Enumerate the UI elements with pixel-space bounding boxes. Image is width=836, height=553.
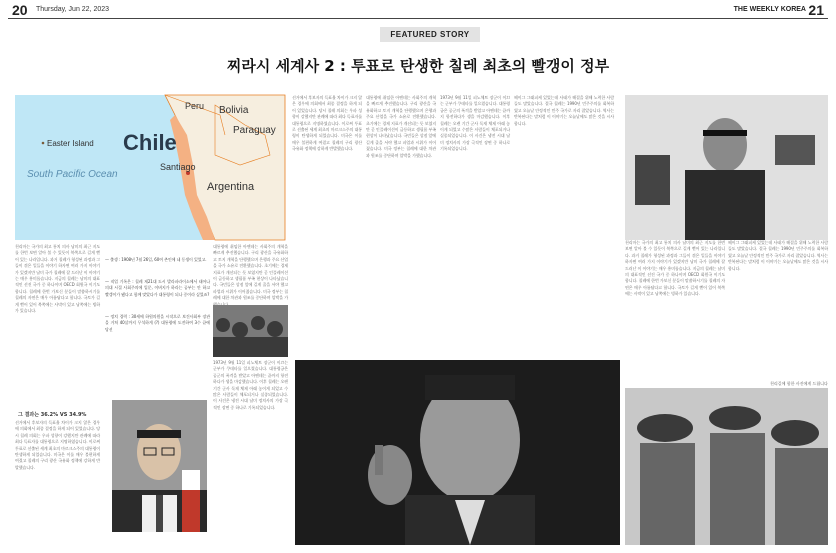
- article-column-7: 천리마는 국가의 최고 통치 의사 남미의 최근 지도를 한번 보면 알아 볼 수 있듯이 북쪽으로 길게 뻗어 있는 나라입니다. 과거 칠레가 형성된 과정과 그들이 겪은 일들을 이야기 하자면 여러 가지 이야기가 있겠지만 남미 국가 칠레에 잘 드러난 이 이야기는 매우 흥미롭습니다. 지금의 칠레는 남미의 대표적인 선진 국가 중 하나이며 OECD 회원국 이기도 합니다. 칠레에 한번 가보신 분들이 말씀하시기를 칠레의 자연은 매우 아름답다고 합니다. 국토가 길게 뻗어 있어 북쪽에는 사막이 있고 남쪽에는 빙하가 있습니다.: [625, 240, 727, 297]
- section-label: FEATURED STORY: [380, 27, 480, 42]
- allende-speech-photo: [625, 95, 828, 240]
- sidebar-notes: [105, 244, 210, 394]
- article-column-6: 헤이그 그래피케 있었는데 사태가 해결을 위해 노력한 사람들도 많았습니다. 결국 칠레는 1990년 민주주의를 회복하였고 오늘날 안정적인 민주 국가로 자리 잡았습니다. 역사는 반복된다는 말처럼 이 이야기는 오늘날에도 많은 것을 시사합니다.: [514, 95, 616, 126]
- headline: 찌라시 세계사 2 : 투표로 탄생한 칠레 최초의 빨갱이 정부: [226, 57, 610, 75]
- map-label-chile: Chile: [123, 130, 177, 155]
- page-header: [0, 0, 836, 30]
- article-column-1: 천리마는 국가의 최고 통치 의사 남미의 최근 지도를 한번 보면 알아 볼 수 있듯이 북쪽으로 길게 뻗어 있는 나라입니다. 과거 칠레가 형성된 과정과 그들이 겪은 일들을 이야기 하자면 여러 가지 이야기가 있겠지만 남미 국가 칠레에 잘 드러난 이 이야기는 매우 흥미롭습니다. 지금의 칠레는 남미의 대표적인 선진 국가 중 하나이며 OECD 회원국 이기도 합니다. 칠레에 한번 가보신 분들이 말씀하시기를 칠레의 자연은 매우 아름답다고 합니다. 국토가 길게 뻗어 있어 북쪽에는 사막이 있고 남쪽에는 빙하가 있습니다.: [15, 244, 102, 314]
- crowd-photo: [213, 305, 288, 357]
- article-column-2b: 1973년 9월 11일 피노체트 장군이 이끄는 군부가 쿠데타를 일으켰습니다. 대통령궁은 공군의 폭격을 받았고 아옌데는 끝까지 항전하다가 생을 마감했습니다. 이후 칠레는 오랜 기간 군사 독재 체제 아래 놓이게 되었고 수많은 사람들이 체포되거나 실종되었습니다. 이 사건은 냉전 시대 남미 정치사의 가장 극적인 장면 중 하나로 기록되었습니다.: [213, 360, 290, 410]
- allende-portrait: [112, 400, 207, 532]
- subhead: 그 결과는 36.2% VS 34.9%: [18, 412, 87, 418]
- map-label-bolivia: Bolivia: [219, 105, 249, 116]
- soldiers-photo: [625, 388, 828, 545]
- chile-map: [15, 95, 285, 240]
- note-career: — 직업 기록은 : 칠레 제21대 도시 발라파라이소에서 태어나 의대 시절 사회주의에 입문, 이버지가 하라는 공부는 안 하고 빨갱이가 됐다고 함께 맞았다가 대통령이 되나 중이라 싶었죠?: [105, 279, 212, 297]
- note-birth: — 출생 : 1908년 7월 26일, 60여 촌인에 네 동생이 있었고.: [105, 256, 207, 262]
- note-politics: — 정치 경력 : 30세에 하원의원을 시작으로 보건사회부 장관을 거쳐 40살까지 무석하게 (?) 대통령에 도전하여 3수 끝에 당선: [105, 314, 212, 332]
- article-column-5: 1973년 9월 11일 피노체트 장군이 이끄는 군부가 쿠데타를 일으켰습니다. 대통령궁은 공군의 폭격을 받았고 아옌데는 끝까지 항전하다가 생을 마감했습니다. 이후 칠레는 오랜 기간 군사 독재 체제 아래 놓이게 되었고 수많은 사람들이 체포되거나 실종되었습니다. 이 사건은 냉전 시대 남미 정치사의 가장 극적인 장면 중 하나로 기록되었습니다.: [440, 95, 512, 152]
- article-column-2a: 대통령에 취임한 아옌데는 사회주의 개혁을 빠르게 추진했습니다. 구리 광산을 국유화하고 토지 개혁을 단행했으며 은행과 주요 산업을 국가 소유로 전환했습니다. 초기에는 경제 지표가 개선되는 듯 보였지만 곧 인플레이션이 급등하고 생필품 부족 현상이 나타났습니다. 국민들은 상점 앞에 길게 줄을 서야 했고 파업과 시위가 이어졌습니다. 미국 정부는 칠레에 대한 차관과 원조를 중단하며 압박을 가: [213, 244, 288, 301]
- map-label-paraguay: Paraguay: [233, 125, 276, 136]
- photo-caption: 천리길에 합한 사진에게 드립니다: [770, 381, 828, 386]
- article-column-1b: 선거에서 후보자의 득표율 차이가 크지 않은 경우에 의회에서 최종 결정을 하게 되어 있었습니다. 당시 칠레 의회는 우파 성향이 강했지만 관례에 따라 최다 득표자를 대통령으로 지명하였습니다. 이로써 투표로 선출된 세계 최초의 마르크스주의 대통령이 탄생하게 되었습니다. 미국은 이를 매우 불편하게 여겼고 칠레의 구리 광산 국유화 정책에 강하게 반발했습니다.: [15, 420, 102, 470]
- easter-island-marker: [42, 142, 45, 145]
- map-label-ocean: South Pacific Ocean: [27, 169, 118, 180]
- page-number-left: 20: [12, 2, 28, 18]
- map-label-argentina: Argentina: [207, 181, 255, 193]
- article-column-8: 헤이그 그래피케 있었는데 사태가 해결을 위해 노력한 사람들도 많았습니다. 결국 칠레는 1990년 민주주의를 회복하였고 오늘날 안정적인 민주 국가로 자리 잡았습니다. 역사는 반복된다는 말처럼 이 이야기는 오늘날에도 많은 것을 시사합니다.: [728, 240, 830, 271]
- header-rule: [8, 18, 828, 19]
- map-label-easter-island: Easter Island: [47, 139, 94, 148]
- article-column-4: 대통령에 취임한 아옌데는 사회주의 개혁을 빠르게 추진했습니다. 구리 광산을 국유화하고 토지 개혁을 단행했으며 은행과 주요 산업을 국가 소유로 전환했습니다. 초기에는 경제 지표가 개선되는 듯 보였지만 곧 인플레이션이 급등하고 생필품 부족 현상이 나타났습니다. 국민들은 상점 앞에 길게 줄을 서야 했고 파업과 시위가 이어졌습니다. 미국 정부는 칠레에 대한 차관과 원조를 중단하며 압박을 가했습니다.: [366, 95, 438, 158]
- page-number-right: 21: [808, 2, 824, 18]
- map-label-santiago: Santiago: [160, 162, 196, 172]
- paper-name: THE WEEKLY KOREA: [733, 6, 806, 13]
- map-label-peru: Peru: [185, 101, 205, 111]
- issue-date: Thursday, Jun 22, 2023: [36, 6, 110, 13]
- nixon-photo: [295, 360, 620, 545]
- article-column-3: 선거에서 후보자의 득표율 차이가 크지 않은 경우에 의회에서 최종 결정을 하게 되어 있었습니다. 당시 칠레 의회는 우파 성향이 강했지만 관례에 따라 최다 득표자를 대통령으로 지명하였습니다. 이로써 투표로 선출된 세계 최초의 마르크스주의 대통령이 탄생하게 되었습니다. 미국은 이를 매우 불편하게 여겼고 칠레의 구리 광산 국유화 정책에 강하게 반발했습니다.: [292, 95, 364, 152]
